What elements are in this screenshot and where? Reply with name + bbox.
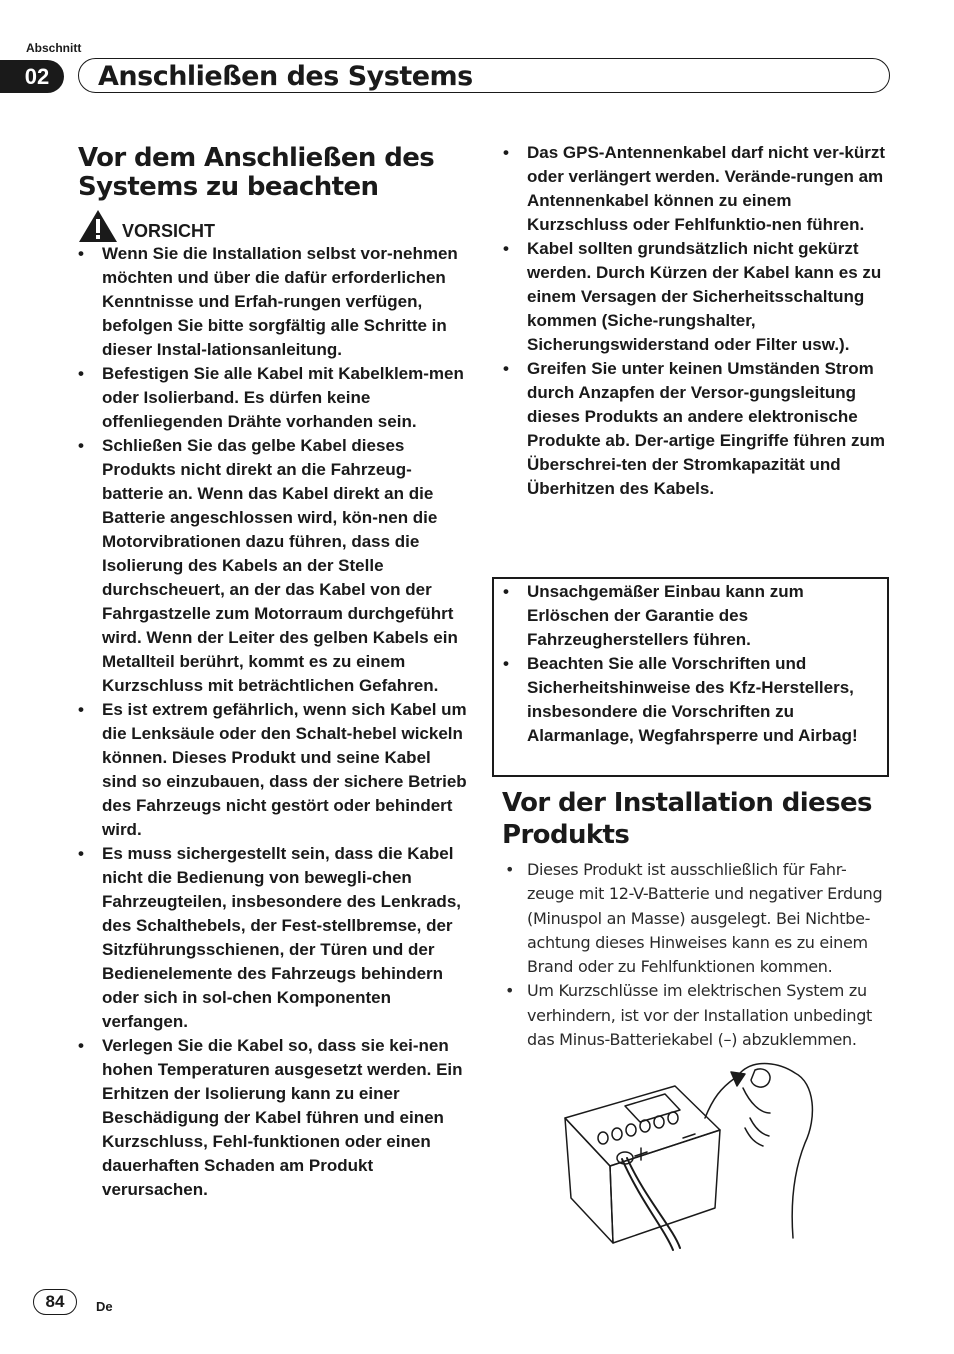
section-number-badge: 02	[0, 60, 64, 93]
list-item: • Kabel sollten grundsätzlich nicht gekürzt werden. Durch Kürzen der Kabel kann es zu einem Versagen der Sicherheitsschaltung kommen (Siche-rungshalter, Sicherungswiderstand oder Filter usw.).	[503, 237, 893, 357]
battery-disconnect-illustration	[555, 1058, 840, 1258]
list-item: • Schließen Sie das gelbe Kabel dieses Produkts nicht direkt an die Fahrzeug-batterie an. Wenn das Kabel direkt an die Batterie angeschlossen wird, kön-nen die Motorvibrationen dazu führen, dass die Isolierung des Kabels an der Stelle durchscheuert, an der das Kabel von der Fahrgastzelle zum Motorraum durchgeführt wird. Wenn der Leiter des gelben Kabels ein Metallteil berührt, kommt es zu einem Kurzschluss mit beträchtlichen Gefahren.	[78, 434, 470, 698]
list-item: • Wenn Sie die Installation selbst vor-nehmen möchten und über die dafür erforderlichen Kenntnisse und Erfah-rungen verfügen, befolgen Sie bitte sorgfältig alle Schritte in dieser Instal-lationsanleitung.	[78, 242, 470, 362]
list-item: • Um Kurzschlüsse im elektrischen System zu verhindern, ist vor der Installation unbedingt das Minus-Batteriekabel (–) abzuklemmen.	[503, 979, 893, 1052]
right-caution-list	[503, 141, 893, 501]
list-item: • Greifen Sie unter keinen Umständen Strom durch Anzapfen der Versor-gungsleitung dieses Produkts an andere elektronische Produkte ab. Der-artige Eingriffe führen zum Überschrei-ten der Stromkapazität und Überhitzen des Kabels.	[503, 357, 893, 501]
language-code: De	[96, 1299, 113, 1314]
left-caution-list	[78, 242, 470, 1202]
list-item: • Unsachgemäßer Einbau kann zum Erlöschen der Garantie des Fahrzeugherstellers führen.	[503, 580, 883, 652]
left-heading: Vor dem Anschließen des Systems zu beachten	[78, 143, 435, 202]
boxed-list	[503, 580, 883, 748]
list-item: • Befestigen Sie alle Kabel mit Kabelklem-men oder Isolierband. Es dürfen keine offenliegenden Drähte vorhanden sein.	[78, 362, 470, 434]
warning-label: VORSICHT	[122, 220, 216, 241]
page-number: 84	[33, 1289, 77, 1315]
list-item: • Das GPS-Antennenkabel darf nicht ver-kürzt oder verlängert werden. Verände-rungen am Antennenkabel können zu einem Kurzschluss oder Fehlfunktio-nen führen.	[503, 141, 893, 237]
install-list	[503, 858, 893, 1052]
section-title: Anschließen des Systems	[98, 61, 473, 92]
warning-icon	[78, 209, 118, 243]
right-heading: Vor der Installation dieses Produkts	[502, 788, 872, 850]
warning-header	[78, 209, 215, 243]
list-item: • Es ist extrem gefährlich, wenn sich Kabel um die Lenksäule oder den Schalt-hebel wickeln können. Dieses Produkt und seine Kabel sind so einzubauen, dass der sichere Betrieb des Fahrzeugs nicht gestört oder behindert wird.	[78, 698, 470, 842]
list-item: • Dieses Produkt ist ausschließlich für Fahr-zeuge mit 12-V-Batterie und negativer Erdung (Minuspol an Masse) ausgelegt. Bei Nichtbe-achtung dieses Hinweises kann es zu einem Brand oder zu Fehlfunktionen kommen.	[503, 858, 893, 979]
list-item: • Beachten Sie alle Vorschriften und Sicherheitshinweise des Kfz-Herstellers, insbesondere die Vorschriften zu Alarmanlage, Wegfahrsperre und Airbag!	[503, 652, 883, 748]
list-item: • Verlegen Sie die Kabel so, dass sie kei-nen hohen Temperaturen ausgesetzt werden. Ein Erhitzen der Isolierung kann zu einer Beschädigung der Kabel führen und einen Kurzschluss, Fehl-funktionen oder einen dauerhaften Schaden am Produkt verursachen.	[78, 1034, 470, 1202]
list-item: • Es muss sichergestellt sein, dass die Kabel nicht die Bedienung von bewegli-chen Fahrzeugteilen, insbesondere des Lenkrads, des Schalthebels, der Fest-stellbremse, der Sitzführungsschienen, der Türen und der Bedienelemente des Fahrzeugs behindern oder sich in sol-chen Komponenten verfangen.	[78, 842, 470, 1034]
section-label: Abschnitt	[26, 41, 82, 55]
